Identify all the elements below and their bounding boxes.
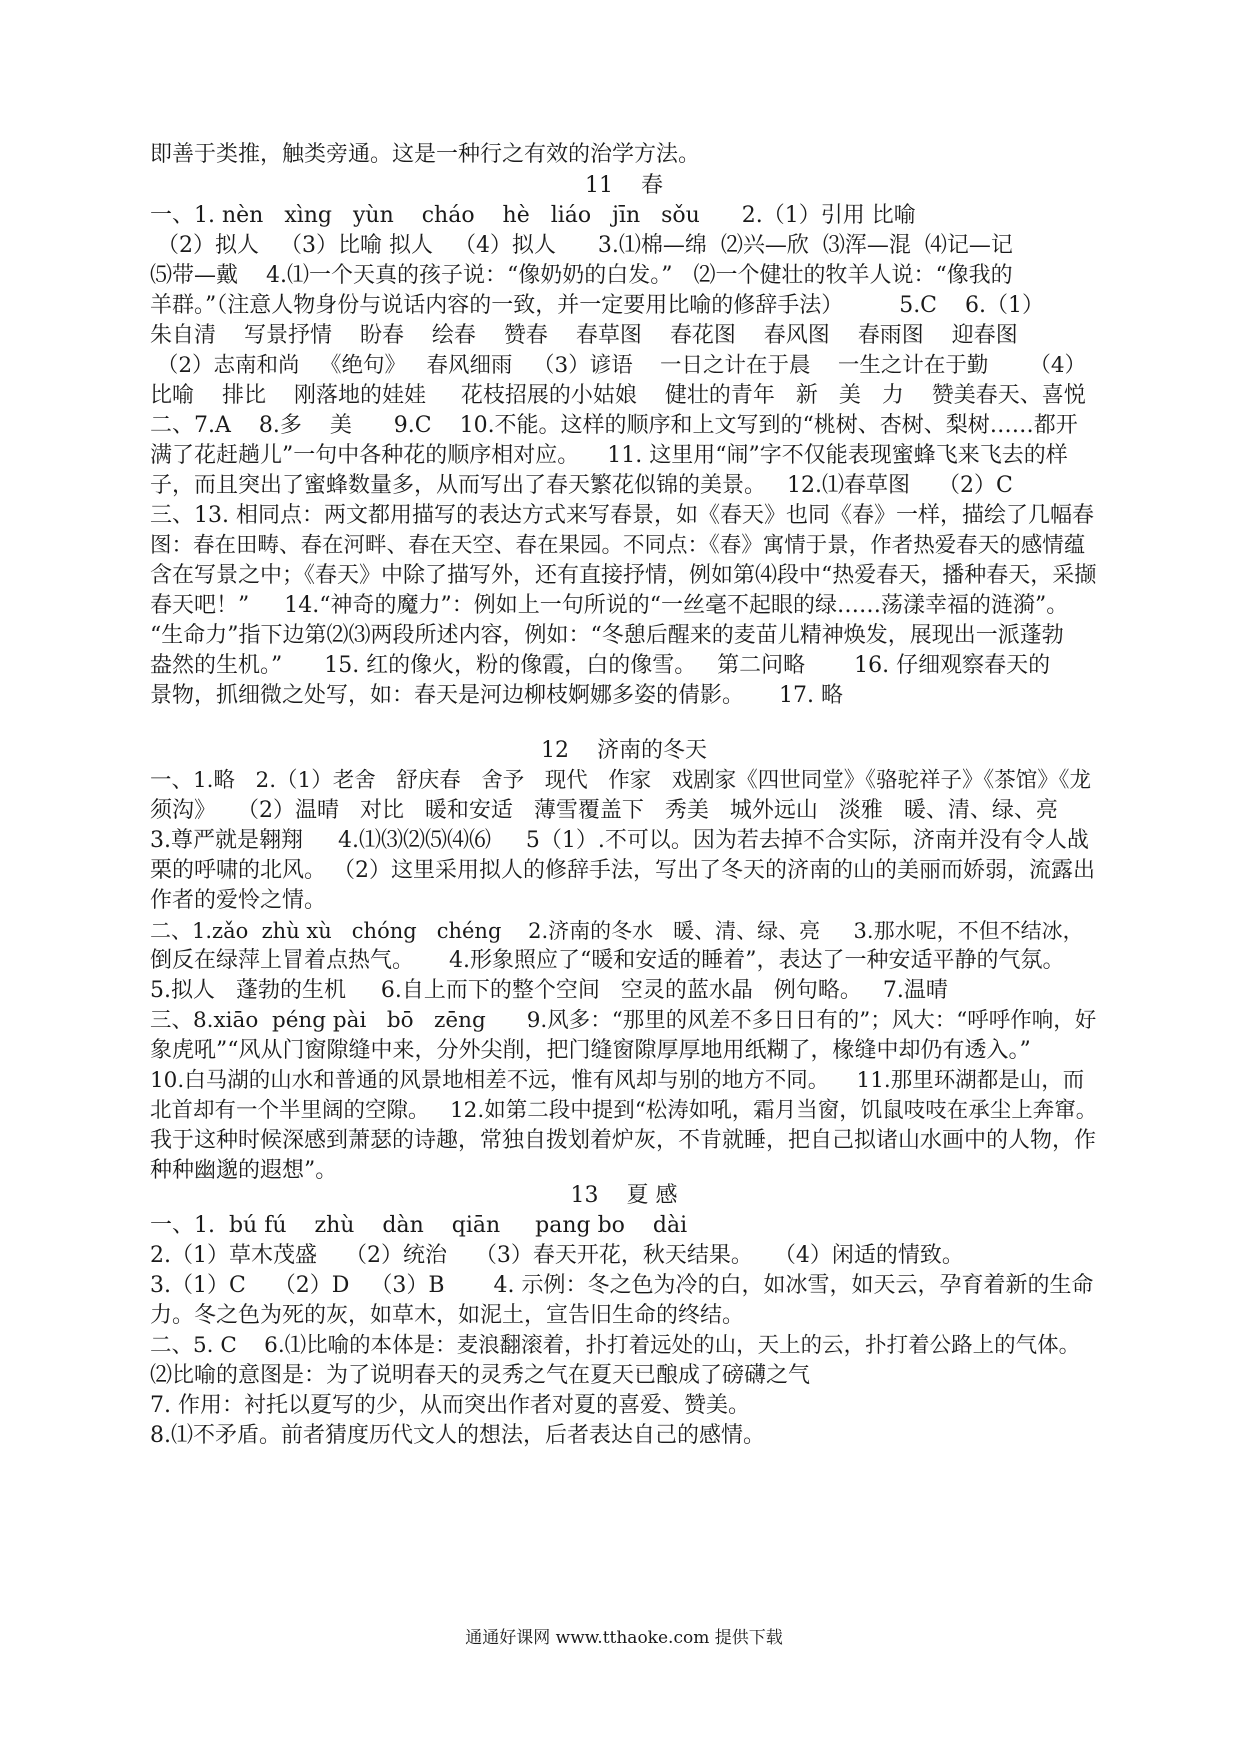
answer-line: 我于这种时候深感到萧瑟的诗趣，常独自拨划着炉灰，不肯就睡，把自己拟诸山水画中的人物，作 (150, 1128, 1097, 1153)
answer-line: 力。冬之色为死的灰，如草木，如泥土，宣告旧生命的终结。 (150, 1303, 745, 1328)
section-heading: 11 春 (585, 173, 663, 198)
answer-line: 图：春在田畴、春在河畔、春在天空、春在果园。不同点：《春》寓情于景，作者热爱春天的感情蕴 (150, 533, 1086, 558)
answer-line: 倒反在绿萍上冒着点热气。 4.形象照应了“暖和安适的睡着”，表达了一种安适平静的气氛。 (150, 948, 1065, 973)
answer-line: 一、1.略 2.（1）老舍 舒庆春 舍予 现代 作家 戏剧家《四世同堂》《骆驼祥子》《茶馆》《龙 (150, 768, 1091, 793)
answer-line: 8.⑴不矛盾。前者猜度历代文人的想法，后者表达自己的感情。 (150, 1423, 765, 1448)
answer-line: 栗的呼啸的北风。 （2）这里采用拟人的修辞手法，写出了冬天的济南的山的美丽而娇弱，流露出 (150, 858, 1095, 883)
answer-line: ⑵比喻的意图是：为了说明春天的灵秀之气在夏天已酿成了磅礴之气 (150, 1363, 811, 1388)
answer-line: 一、1. bú fú zhù dàn qiān pang bo dài (150, 1213, 688, 1238)
answer-line: 比喻 排比 刚落地的娃娃 花枝招展的小姑娘 健壮的青年 新 美 力 赞美春天、喜悦 (150, 383, 1086, 408)
answer-line: （2）拟人 （3）比喻 拟人 （4）拟人 3.⑴棉—绵 ⑵兴—欣 ⑶浑—混 ⑷记—记 (150, 233, 1013, 258)
answer-line: 二、7.A 8.多 美 9.C 10.不能。这样的顺序和上文写到的“桃树、杏树、梨树……都开 (150, 413, 1078, 438)
answer-line: ⑸带—戴 4.⑴一个天真的孩子说：“像奶奶的白发。” ⑵一个健壮的牧羊人说：“像我的 (150, 263, 1013, 288)
answer-line: 10.白马湖的山水和普通的风景地相差不远，惟有风却与别的地方不同。 11.那里环湖都是山，而 (150, 1068, 1085, 1093)
answer-line: 3.（1）C （2）D （3）B 4. 示例：冬之色为冷的白，如冰雪，如天云，孕育着新的生命 (150, 1273, 1094, 1298)
answer-line: “生命力”指下边第⑵⑶两段所述内容，例如：“冬憩后醒来的麦苗儿精神焕发，展现出一派蓬勃 (150, 623, 1064, 648)
answer-line: 北首却有一个半里阔的空隙。 12.如第二段中提到“松涛如吼，霜月当窗，饥鼠吱吱在承尘上奔窜。 (150, 1098, 1098, 1123)
answer-line: 三、8.xiāo péng pài bō zēng 9.风多：“那里的风差不多日日有的”；风大：“呼呼作响，好 (150, 1008, 1097, 1033)
answer-line: 朱自清 写景抒情 盼春 绘春 赞春 春草图 春花图 春风图 春雨图 迎春图 (150, 323, 1018, 348)
answer-line: 2.（1）草木茂盛 （2）统治 （3）春天开花，秋天结果。 （4）闲适的情致。 (150, 1243, 964, 1268)
answer-line: 作者的爱怜之情。 (150, 888, 327, 913)
answer-line: 种种幽邈的遐想”。 (150, 1158, 338, 1183)
section-heading: 12 济南的冬天 (541, 738, 707, 763)
answer-line: 5.拟人 蓬勃的生机 6.自上而下的整个空间 空灵的蓝水晶 例句略。 7.温晴 (150, 978, 948, 1003)
answer-line: 春天吧！” 14.“神奇的魔力”：例如上一句所说的“一丝毫不起眼的绿……荡漾幸福的涟漪”。 (150, 593, 1069, 618)
continuation-line: 即善于类推，触类旁通。这是一种行之有效的治学方法。 (150, 142, 701, 167)
answer-line: 子，而且突出了蜜蜂数量多，从而写出了春天繁花似锦的美景。 12.⑴春草图 （2）C (150, 473, 1013, 498)
answer-line: （2）志南和尚 《绝句》 春风细雨 （3）谚语 一日之计在于晨 一生之计在于勤 （4） (150, 353, 1087, 378)
footer-credit: 通通好课网 www.tthaoke.com 提供下载 (465, 1628, 783, 1648)
answer-line: 含在写景之中；《春天》中除了描写外，还有直接抒情，例如第⑷段中“热爱春天，播种春天，采撷 (150, 563, 1097, 588)
answer-line: 满了花赶趟儿”一句中各种花的顺序相对应。 11. 这里用“闹”字不仅能表现蜜蜂飞来飞去的样 (150, 443, 1068, 468)
answer-line: 须沟》 （2）温晴 对比 暖和安适 薄雪覆盖下 秀美 城外远山 淡雅 暖、清、绿、亮 (150, 798, 1058, 823)
section-heading: 13 夏 感 (570, 1183, 678, 1208)
answer-line: 二、1.zǎo zhù xù chóng chéng 2.济南的冬水 暖、清、绿、亮 3.那水呢，不但不结冰， (150, 919, 1084, 943)
answer-line: 景物，抓细微之处写，如：春天是河边柳枝婀娜多姿的倩影。 17. 略 (150, 683, 843, 708)
answer-line: 三、13. 相同点：两文都用描写的表达方式来写春景，如《春天》也同《春》一样，描绘了几幅春 (150, 503, 1094, 528)
answer-line: 3.尊严就是翱翔 4.⑴⑶⑵⑸⑷⑹ 5（1）.不可以。因为若去掉不合实际，济南并没有令人战 (150, 828, 1089, 853)
answer-line: 一、1. nèn xìng yùn cháo hè liáo jīn sǒu 2.（1）引用 比喻 (150, 203, 916, 228)
answer-line: 二、5. C 6.⑴比喻的本体是：麦浪翻滚着，扑打着远处的山，天上的云，扑打着公路上的气体。 (150, 1333, 1081, 1358)
answer-line: 象虎吼”“风从门窗隙缝中来，分外尖削，把门缝窗隙厚厚地用纸糊了，椽缝中却仍有透入。” (150, 1038, 1031, 1063)
answer-line: 盎然的生机。” 15. 红的像火，粉的像霞，白的像雪。 第二问略 16. 仔细观察春天的 (150, 653, 1051, 678)
answer-line: 羊群。”（注意人物身份与说话内容的一致，并一定要用比喻的修辞手法） 5.C 6.（1） (150, 293, 1044, 318)
answer-line: 7. 作用：衬托以夏写的少，从而突出作者对夏的喜爱、赞美。 (150, 1393, 750, 1418)
